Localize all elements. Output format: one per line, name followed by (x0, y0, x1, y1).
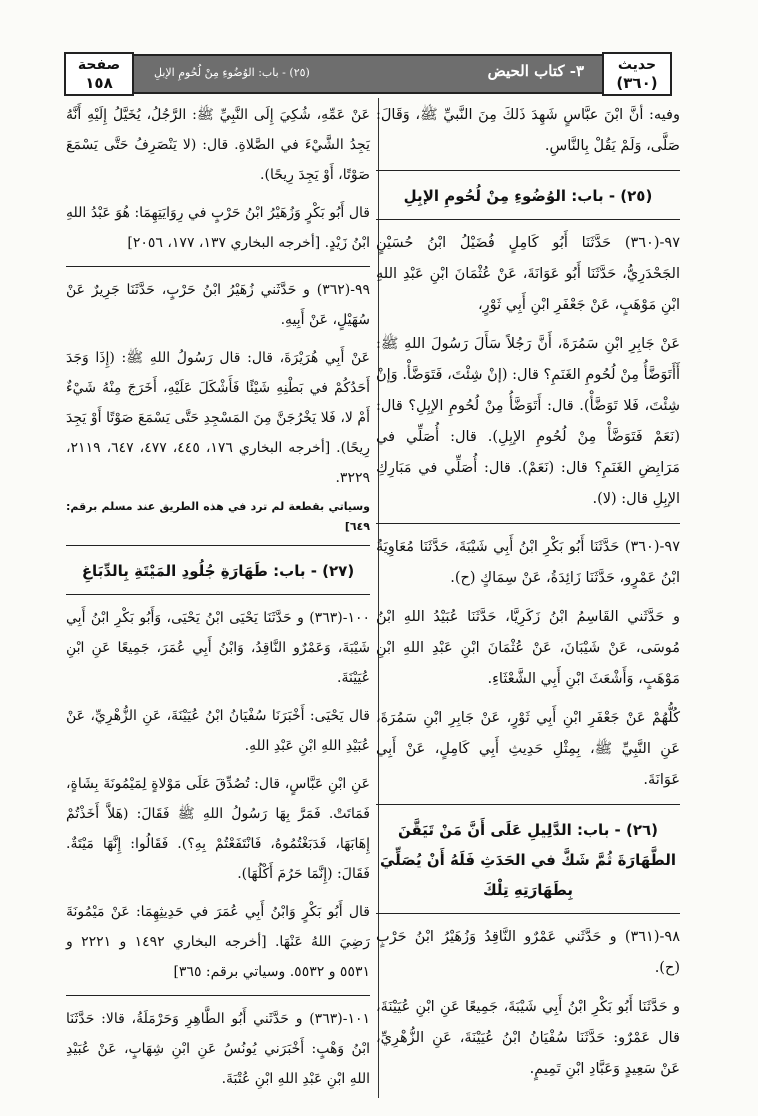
hadith-paragraph: ٩٧-(٣٦٠) حَدَّثَنَا أَبُو بَكْرِ ابْنُ أَبِي شَيْبَةَ، حَدَّثَنَا مُعَاوِيَةُ ابْنُ عَمْرٍو، حَدَّثَنَا زَائِدَةُ، عَنْ سِمَاكٍ (ح). (376, 539, 680, 586)
page-header (66, 54, 670, 94)
separator-line (66, 995, 370, 996)
section-title: (٢٥) - باب: الوُضُوءِ مِنْ لُحُومِ الإبلِ (154, 66, 310, 79)
chapter-heading-26: (٢٦) - باب: الدَّلِيلِ عَلَى أَنَّ مَنْ تَيَقَّنَ الطَّهَارَةَ ثُمَّ شَكَّ في الحَدَثِ فَلَهُ أَنْ يُصَلِّيَ بِطَهَارَتِهِ تِلْكَ (379, 821, 677, 899)
hadith-number: (٣٦٠) (616, 74, 658, 92)
hadith-paragraph: كُلُّهُمْ عَنْ جَعْفَرِ ابْنِ أَبِي ثَوْرٍ، عَنْ جَابِرِ ابْنِ سَمُرَةَ، عَنِ النَّبِيِّ ﷺ، بِمِثْلِ حَدِيثِ أَبِي كَامِلٍ، عَنْ أَبِي عَوَانَةَ. (376, 710, 680, 788)
hadith-paragraph: عَنِ ابْنِ عَبَّاسٍ، قال: تُصُدِّقَ عَلَى مَوْلاةٍ لِمَيْمُونَةَ بِشَاةٍ، فَمَاتَتْ. فَمَرَّ بِهَا رَسُولُ اللهِ ﷺ فَقَالَ: (هَلاَّ أَخَذْتُمْ إِهَابَهَا، فَدَبَغْتُمُوهُ، فَانْتَفَعْتُمْ بِهِ؟). فَقَالُوا: إِنَّهَا مَيْتَةٌ. فَقَالَ: (إِنَّمَا حَرُمَ أَكْلُهَا). (66, 776, 370, 882)
paragraph: وفيه: أنَّ ابْنَ عبَّاسٍ شَهِدَ ذَلكَ مِنَ النَّبيِّ ﷺ، وَقَالَ: صَلَّى، وَلَمْ يَقُلْ بِالنَّاسِ. (376, 107, 680, 154)
chapter-title: ٣- كتاب الحيض (487, 62, 584, 80)
hadith-paragraph: قال يَحْيَى: أَخْبَرَنَا سُفْيَانُ ابْنُ عُيَيْنَةَ، عَنِ الزُّهْرِيِّ، عَنْ عُبَيْدِ اللهِ ابْنِ عَبْدِ اللهِ. (66, 708, 370, 754)
chapter-heading-27: (٢٧) - باب: طَهَارَةِ جُلُودِ المَيْتَةِ بِالدِّبَاغِ (81, 562, 355, 580)
page-label: صفحة (77, 57, 121, 73)
page-number-box (64, 52, 134, 96)
left-column (66, 100, 370, 1102)
hadith-paragraph: عَنْ أَبِي هُرَيْرَةَ، قال: قال رَسُولُ اللهِ ﷺ: (إِذَا وَجَدَ أَحَدُكُمْ في بَطْنِهِ شَيْئًا فَأَشْكَلَ عَلَيْهِ، أَخَرَجَ مِنْهُ شَيْءٌ أَمْ لا، فَلا يَخْرُجَنَّ مِنَ المَسْجِدِ حَتَّى يَسْمَعَ صَوْتًا أَوْ يَجِدَ رِيحًا). [أخرجه البخاري ١٧٦، ٤٤٥، ٤٧٧، ٦٤٧، ٢١١٩، ٣٢٢٩. (66, 350, 371, 486)
separator-line (66, 594, 370, 595)
hadith-paragraph: ٩٨-(٣٦١) و حَدَّثَني عَمْرٌو النَّاقِدُ وَزُهَيْرُ ابْنُ حَرْبٍ (ح). (376, 929, 680, 976)
hadith-paragraph: قال أَبُو بَكْرٍ وَزُهَيْرُ ابْنُ حَرْبٍ في رِوَايَتِهِمَا: هُوَ عَبْدُ اللهِ ابْنُ زَيْدٍ. [أخرجه البخاري ١٣٧، ١٧٧، ٢٠٥٦] (66, 205, 370, 251)
separator-line (376, 913, 680, 914)
hadith-paragraph: ١٠٠-(٣٦٣) و حَدَّثَنَا يَحْيَى ابْنُ يَحْيَى، وَأَبُو بَكْرِ ابْنُ أَبِي شَيْبَةَ، وَعَمْرٌو النَّاقِدُ، وَابْنُ أَبِي عُمَرَ، جَمِيعًا عَنِ ابْنِ عُيَيْنَةَ. (66, 610, 370, 686)
hadith-paragraph: قال أَبُو بَكْرٍ وَابْنُ أَبِي عُمَرَ في حَدِيثِهِمَا: عَنْ مَيْمُونَةَ رَضِيَ اللهُ عَنْهَا. [أخرجه البخاري ١٤٩٢ و ٢٢٢١ و ٥٥٣١ و ٥٥٣٢. وسياتي برقم: ٣٦٥] (66, 904, 370, 980)
separator-line (66, 545, 370, 546)
separator-line (376, 170, 680, 171)
separator-line (376, 219, 680, 220)
hadith-paragraph: عَنْ عَمِّهِ، شُكِيَ إِلَى النَّبِيِّ ﷺ: الرَّجُلُ، يُخَيَّلُ إِلَيْهِ أَنَّهُ يَجِدُ الشَّيْءَ في الصَّلاةِ. قال: (لا يَنْصَرِفُ حَتَّى يَسْمَعَ صَوْتًا، أَوْ يَجِدَ رِيحًا). (66, 107, 370, 183)
hadith-paragraph: ١٠١-(٣٦٣) و حَدَّثَني أَبُو الطَّاهِرِ وَحَرْمَلَةُ، قالا: حَدَّثَنَا ابْنُ وَهْبٍ: أَخْبَرَني يُونُسُ عَنِ ابْنِ شِهَابٍ، عَنْ عُبَيْدِ اللهِ ابْنِ عَبْدِ اللهِ ابْنِ عُتْبَةَ. (66, 1011, 370, 1087)
chapter-heading-25: (٢٥) - باب: الوُضُوءِ مِنْ لُحُومِ الإبِلِ (403, 187, 653, 205)
hadith-number-box (602, 52, 672, 96)
hadith-paragraph: و حَدَّثَنَا أَبُو بَكْرِ ابْنُ أَبِي شَيْبَةَ، جَمِيعًا عَنِ ابْنِ عُيَيْنَةَ، قال عَمْرٌو: حَدَّثَنَا سُفْيَانُ ابْنُ عُيَيْنَةَ، عَنِ الزُّهْرِيِّ، عَنْ سَعِيدٍ وَعَبَّادِ ابْنِ تَمِيمٍ. (376, 999, 680, 1077)
hadith-paragraph: عَنْ جَابِرِ ابْنِ سَمُرَةَ، أَنَّ رَجُلاً سَأَلَ رَسُولَ اللهِ ﷺ: أَأَتَوَضَّأُ مِنْ لُحُومِ الغَنَمِ؟ قال: (إنْ شِئْتَ، فَتَوَضَّأْ. وَإنْ شِئْتَ، فَلا تَوَضَّأْ). قال: أَتَوَضَّأُ مِنْ لُحُومِ الإبِلِ؟ قال: (نَعَمْ فَتَوَضَّأْ مِنْ لُحُومِ الإبِلِ). قال: أُصَلِّي في مَرَابِضِ الغَنَمِ؟ قال: (نَعَمْ). قال: أُصَلِّي في مَبَارِكِ الإبِلِ قال: (لا). (376, 336, 680, 507)
hadith-paragraph: و حَدَّثَني القَاسِمُ ابْنُ زَكَرِيَّا، حَدَّثَنَا عُبَيْدُ اللهِ ابْنُ مُوسَى، عَنْ شَيْبَانَ، عَنْ عُثْمَانَ ابْنِ عَبْدِ اللهِ ابْنِ مَوْهَبٍ، وَأَشْعَثَ ابْنِ أَبِي الشَّعْثَاءِ. (376, 609, 680, 687)
hadith-label: حديث (617, 57, 657, 73)
page-number: ١٥٨ (85, 74, 113, 92)
separator-line (66, 266, 370, 267)
separator-line (376, 804, 680, 805)
footnote: وسياتي بقطعة لم ترد في هذه الطريق عند مسلم برقم: ٦٤٩] (66, 500, 370, 533)
hadith-paragraph: ٩٧-(٣٦٠) حَدَّثَنَا أَبُو كَامِلٍ فُضَيْلُ ابْنُ حُسَيْنٍ الجَحْدَرِيُّ، حَدَّثَنَا أَبُو عَوَانَةَ، عَنْ عُثْمَانَ ابْنِ عَبْدِ اللهِ ابْنِ مَوْهَبٍ، عَنْ جَعْفَرِ ابْنِ أَبِي ثَوْرٍ، (376, 235, 680, 313)
hadith-paragraph: ٩٩-(٣٦٢) و حَدَّثَني زُهَيْرُ ابْنُ حَرْبٍ، حَدَّثَنَا جَرِيرٌ عَنْ سُهَيْلٍ، عَنْ أَبِيهِ. (66, 282, 370, 328)
right-column (376, 100, 680, 1093)
separator-line (376, 523, 680, 524)
